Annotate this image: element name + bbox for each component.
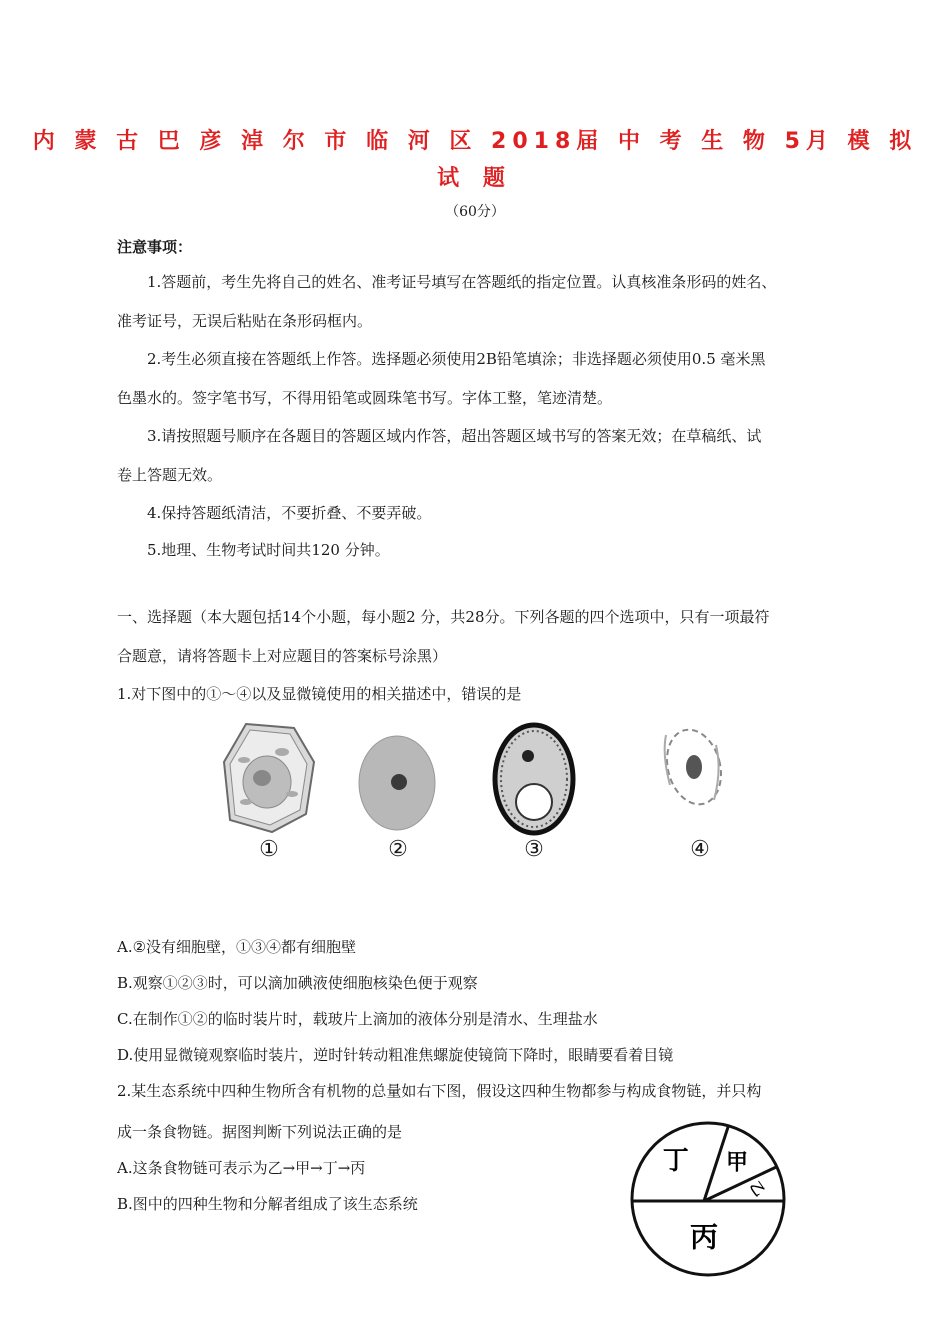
- question-2-stem: 2.某生态系统中四种生物所含有机物的总量如右下图，假设这四种生物都参与构成食物链，并只构: [117, 1082, 762, 1100]
- note-line: 卷上答题无效。: [117, 466, 223, 484]
- section-heading: 合题意，请将答题卡上对应题目的答案标号涂黑）: [117, 647, 448, 665]
- cell-4-figure: [656, 715, 728, 813]
- pie-label-2: 丁: [662, 1146, 689, 1177]
- question-2-option-b: B.图中的四种生物和分解者组成了该生态系统: [117, 1195, 418, 1213]
- note-line: 色墨水的。签字笔书写，不得用铅笔或圆珠笔书写。字体工整，笔迹清楚。: [117, 389, 613, 407]
- pie-label-3: 甲: [726, 1149, 749, 1176]
- note-line: 5.地理、生物考试时间共120 分钟。: [147, 541, 390, 559]
- question-1-option-a: A.②没有细胞壁，①③④都有细胞壁: [117, 938, 357, 956]
- question-1-option-c: C.在制作①②的临时装片时，载玻片上滴加的液体分别是清水、生理盐水: [117, 1010, 598, 1028]
- note-line: 1.答题前，考生先将自己的姓名、准考证号填写在答题纸的指定位置。认真核准条形码的姓名、: [147, 273, 777, 291]
- question-1-stem: 1.对下图中的①～④以及显微镜使用的相关描述中，错误的是: [117, 685, 522, 703]
- question-1-option-d: D.使用显微镜观察临时装片，逆时针转动粗准焦螺旋使镜筒下降时，眼睛要看着目镜: [117, 1046, 674, 1064]
- figure-label-4: ④: [690, 837, 710, 862]
- question-2-stem: 成一条食物链。据图判断下列说法正确的是: [117, 1123, 403, 1141]
- section-heading: 一、选择题（本大题包括14个小题，每小题2 分，共28分。下列各题的四个选项中，只有一项最符: [117, 608, 770, 626]
- note-line: 准考证号，无误后粘贴在条形码框内。: [117, 312, 373, 330]
- figure-label-1: ①: [259, 837, 279, 862]
- question-2-option-a: A.这条食物链可表示为乙→甲→丁→丙: [117, 1159, 366, 1177]
- total-score: （60分）: [445, 204, 505, 220]
- animal-cell-figure: [357, 734, 437, 832]
- exam-title-line2: 试 题: [437, 166, 513, 191]
- exam-title-line1: 内 蒙 古 巴 彦 淖 尔 市 临 河 区 2018届 中 考 生 物 5月 模 拟: [32, 129, 918, 154]
- pie-label-1: 丙: [689, 1220, 719, 1254]
- note-line: 2.考生必须直接在答题纸上作答。选择题必须使用2B铅笔填涂；非选择题必须使用0.5 毫米黑: [147, 350, 766, 368]
- figure-label-2: ②: [388, 837, 408, 862]
- organic-matter-pie-chart: [628, 1119, 788, 1279]
- cell-3-figure: [492, 722, 576, 836]
- notes-heading: 注意事项：: [117, 238, 193, 256]
- pie-label-4: 乙: [746, 1178, 768, 1200]
- figure-label-3: ③: [524, 837, 544, 862]
- note-line: 4.保持答题纸清洁，不要折叠、不要弄破。: [147, 504, 432, 522]
- question-1-option-b: B.观察①②③时，可以滴加碘液使细胞核染色便于观察: [117, 974, 478, 992]
- note-line: 3.请按照题号顺序在各题目的答题区域内作答，超出答题区域书写的答案无效；在草稿纸、试: [147, 427, 762, 445]
- plant-cell-figure: [222, 722, 316, 834]
